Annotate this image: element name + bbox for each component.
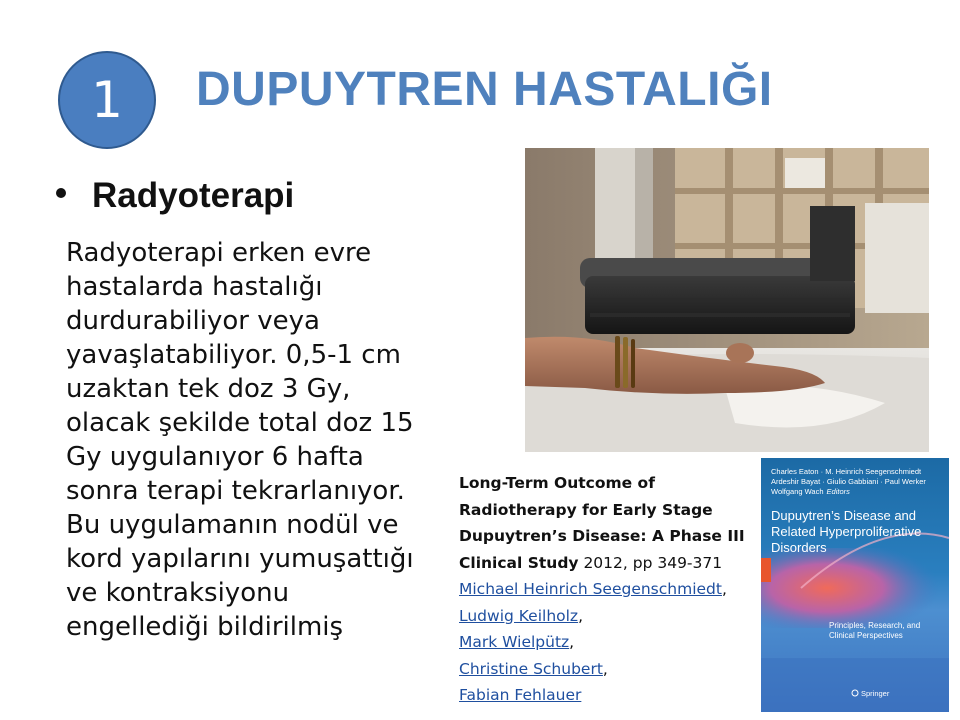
book-editors-2: Ardeshir Bayat · Giulio Gabbiani · Paul Werker [771,477,926,486]
book-editors-suffix: Editors [826,487,850,496]
author-link[interactable]: Michael Heinrich Seegenschmiedt [459,580,722,598]
slide-title: DUPUYTREN HASTALIĞI [196,63,773,116]
radiotherapy-photo [525,148,929,452]
radiotherapy-hand-image [525,148,929,452]
book-title-2: Related Hyperproliferative [771,524,922,539]
bullet-text: Radyoterapi [92,176,295,215]
reference-title: Long-Term Outcome of Radiotherapy for Early Stage Dupuytren’s Disease: A Phase III Clinical Study [459,474,745,572]
bullet-heading [56,176,294,216]
svg-text:Wolfgang WachEditors [771,487,850,496]
reference-details: 2012, pp 349-371 [578,553,723,572]
slide-number: 1 [91,71,123,129]
book-title-1: Dupuytren’s Disease and [771,508,917,523]
book-subtitle-1: Principles, Research, and [829,621,921,630]
book-editors-3: Wolfgang Wach [771,487,824,496]
author-link[interactable]: Christine Schubert [459,659,603,678]
author-link[interactable]: Mark Wielpütz [459,633,570,651]
reference-citation: Long-Term Outcome of Radiotherapy for Early Stage Dupuytren’s Disease: A Phase III Clinical Study 2012, pp 349-371 Michael Heinrich Seegenschmiedt, Ludwig Keilholz, Mark Wielpütz, Christine Schubert, Fabian Fehlauer [459,474,745,704]
book-title-3: Disorders [771,540,827,555]
book-editors-1: Charles Eaton · M. Heinrich Seegenschmiedt [771,467,922,476]
slide-number-badge [58,51,156,149]
book-cover [761,458,949,712]
author-link[interactable]: Fabian Fehlauer [459,686,582,704]
author-link[interactable]: Ludwig Keilholz [459,606,579,625]
book-publisher: Springer [861,689,890,698]
body-paragraph: Radyoterapi erken evre hastalarda hastalığı durdurabiliyor veya yavaşlatabiliyor. 0,5-1 cm uzaktan tek doz 3 Gy, olacak şekilde total doz 15 Gy uygulanıyor 6 hafta sonra terapi tekrarlanıyor. Bu uygulamanın nodül ve kord yapılarını yumuşattığı ve kontraksiyonu engellediği bildirilmiş [66,238,414,642]
book-subtitle-2: Clinical Perspectives [829,631,903,640]
bullet-dot-icon [56,188,66,198]
book-cover-image [761,458,949,712]
